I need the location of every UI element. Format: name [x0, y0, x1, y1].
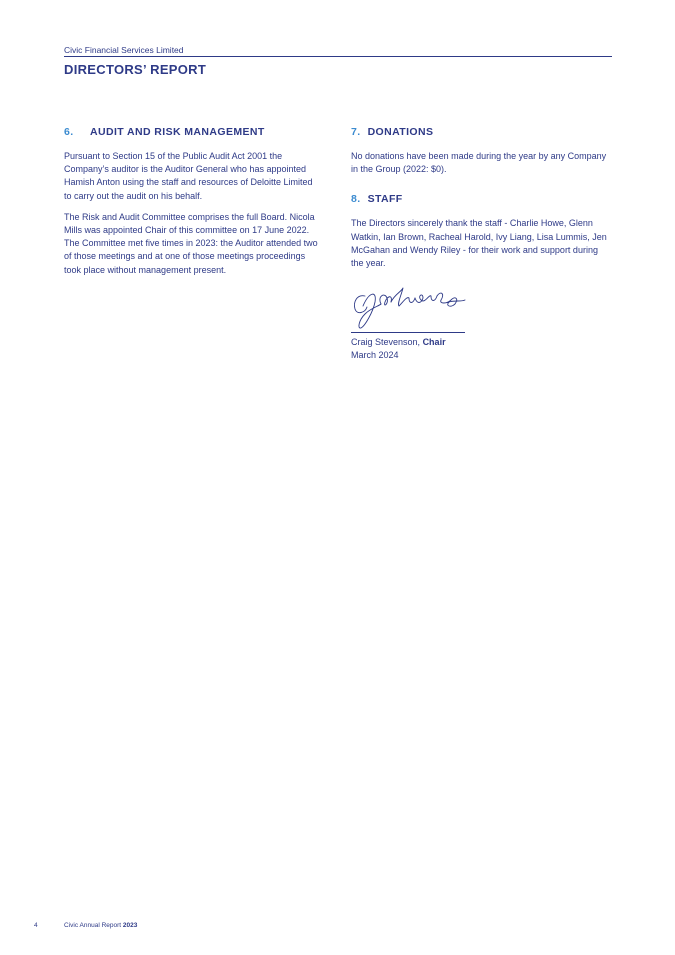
page-title: DIRECTORS’ REPORT [64, 62, 207, 77]
header-divider [64, 56, 612, 57]
section-heading-audit [64, 126, 320, 138]
section-title: DONATIONS [367, 126, 434, 138]
left-column [64, 126, 320, 285]
signature-line [351, 332, 465, 333]
section-heading-donations [351, 126, 611, 138]
section-title: AUDIT AND RISK MANAGEMENT [90, 126, 265, 138]
signature-image [351, 282, 471, 330]
right-column [351, 126, 611, 363]
page-footer [34, 922, 137, 929]
footer-year: 2023 [122, 922, 138, 929]
section-number: 8. [351, 193, 361, 206]
signatory [351, 336, 611, 362]
audit-paragraph-1: Pursuant to Section 15 of the Public Audit Act 2001 the Company’s auditor is the Auditor General who has appointed Hamish Anton using the staff and resources of Deloitte Limited to carry out the audit on his behalf. [64, 151, 313, 201]
signatory-name: Craig Stevenson, [351, 337, 421, 348]
section-heading-staff [351, 193, 611, 205]
staff-paragraph: The Directors sincerely thank the staff - Charlie Howe, Glenn Watkin, Ian Brown, Racheal Harold, Ivy Liang, Lisa Lummis, Jen McGahan and Wendy Riley - for their work and support during the year. [351, 218, 607, 269]
signoff-date: March 2024 [351, 350, 399, 361]
page-number: 4 [34, 922, 38, 929]
section-number: 7. [351, 126, 361, 138]
footer-publication: Civic Annual Report [64, 922, 122, 929]
donations-paragraph: No donations have been made during the year by any Company in the Group (2022: $0). [351, 151, 607, 175]
signatory-role: Chair [422, 337, 446, 348]
section-title: STAFF [367, 193, 403, 206]
company-name: Civic Financial Services Limited [64, 45, 184, 55]
section-number: 6. [64, 126, 74, 138]
audit-paragraph-2: The Risk and Audit Committee comprises the full Board. Nicola Mills was appointed Chair of this committee on 17 June 2022. The Committee met five times in 2023: the Auditor attended two of those meetings and at one of those meetings proceedings took place without management present. [64, 211, 318, 275]
